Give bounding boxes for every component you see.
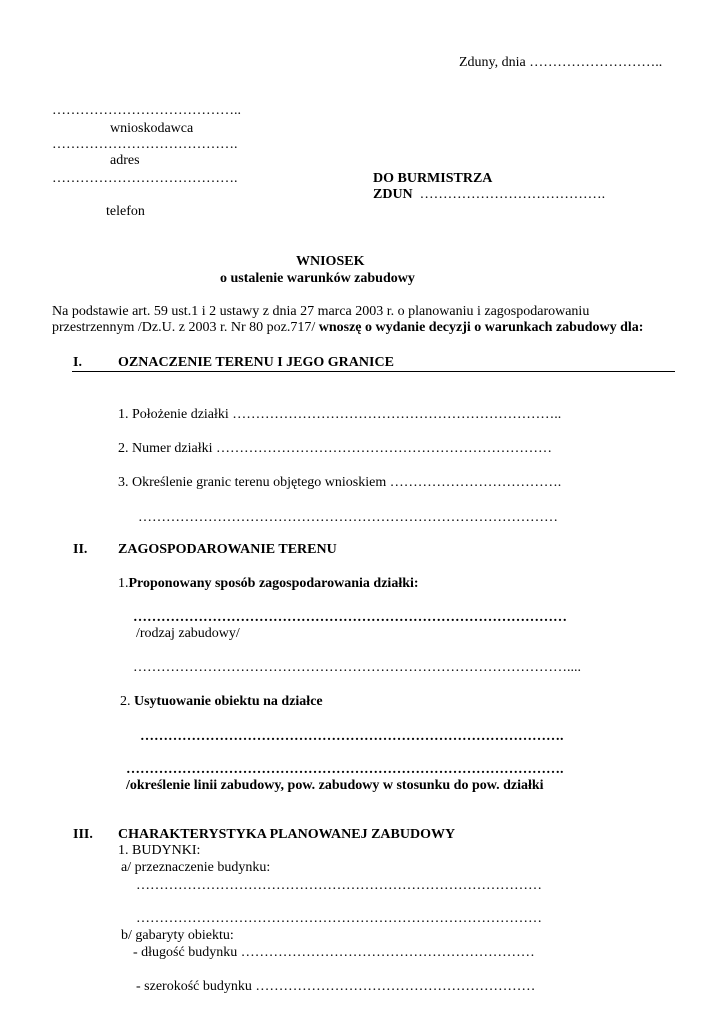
addressee-line1: DO BURMISTRZA [373,171,493,186]
section3-width: - szerokość budynku …………………………………………………… [136,979,536,994]
section3-length: - długość budynku ……………………………………………………… [133,945,535,960]
section3-number: III. [73,827,93,842]
section2-number: II. [73,542,88,557]
intro-line1: Na podstawie art. 59 ust.1 i 2 ustawy z dnia 27 marca 2003 r. o planowaniu i zagospodarowaniu [52,304,590,319]
section3-item1: 1. BUDYNKI: [118,843,201,858]
section2-item2 [120,694,323,710]
applicant-dots: ………………………………….. [52,103,241,118]
address-label: adres [110,153,140,168]
section2-item1-label: Proponowany sposób zagospodarowania działki: [128,576,419,591]
section2-item2-dots2: …………………………………………………………………………………. [126,762,564,777]
intro-line2-plain: przestrzennym /Dz.U. z 2003 r. Nr 80 poz.717/ [52,320,319,335]
section1-number: I. [73,355,82,370]
section2-item2-num: 2. [120,694,134,709]
phone-dots: …………………………………. [52,171,238,186]
section1-item1: 1. Położenie działki …………………………………………………………….. [118,407,562,422]
form-title: WNIOSEK [296,254,365,269]
section2-title: ZAGOSPODAROWANIE TERENU [118,542,337,557]
section3-a-label: a/ przeznaczenie budynku: [121,860,271,875]
section1-item3: 3. Określenie granic terenu objętego wnioskiem ………………………………. [118,475,562,490]
address-dots: …………………………………. [52,137,238,152]
addressee-zdun: ZDUN [373,187,413,202]
section2-item1-note: /rodzaj zabudowy/ [136,626,240,641]
section1-item3-cont: ……………………………………………………………………………… [138,510,558,525]
section2-item1-num: 1. [118,576,129,591]
addressee-dots: …………………………………. [419,187,606,202]
phone-label: telefon [106,204,145,219]
section3-b-label: b/ gabaryty obiektu: [121,928,234,943]
form-subtitle: o ustalenie warunków zabudowy [220,271,415,286]
section2-item1-dots2: ………………………………………………………………………………….... [133,660,581,675]
section2-item2-note: /określenie linii zabudowy, pow. zabudowy w stosunku do pow. działki [126,778,544,793]
section3-title: CHARAKTERYSTYKA PLANOWANEJ ZABUDOWY [118,827,456,842]
section2-item2-dots1: ………………………………………………………………………………. [140,729,564,744]
place-date-line: Zduny, dnia ……………………….. [459,55,663,70]
applicant-label: wnioskodawca [110,121,194,136]
intro-line2-bold: wnoszę o wydanie decyzji o warunkach zabudowy dla: [318,320,644,335]
intro-line2 [52,320,643,336]
section1-title: OZNACZENIE TERENU I JEGO GRANICE [118,355,394,370]
section1-rule [72,371,675,372]
section3-a-dots2: …………………………………………………………………………… [136,911,542,926]
section1-item2: 2. Numer działki ……………………………………………………………… [118,441,552,456]
addressee-line2 [373,187,605,203]
section2-item1 [118,576,419,592]
section2-item1-dots: ………………………………………………………………………………… [133,610,567,625]
section2-item2-label: Usytuowanie obiektu na działce [134,694,323,709]
section3-a-dots1: …………………………………………………………………………… [136,878,542,893]
